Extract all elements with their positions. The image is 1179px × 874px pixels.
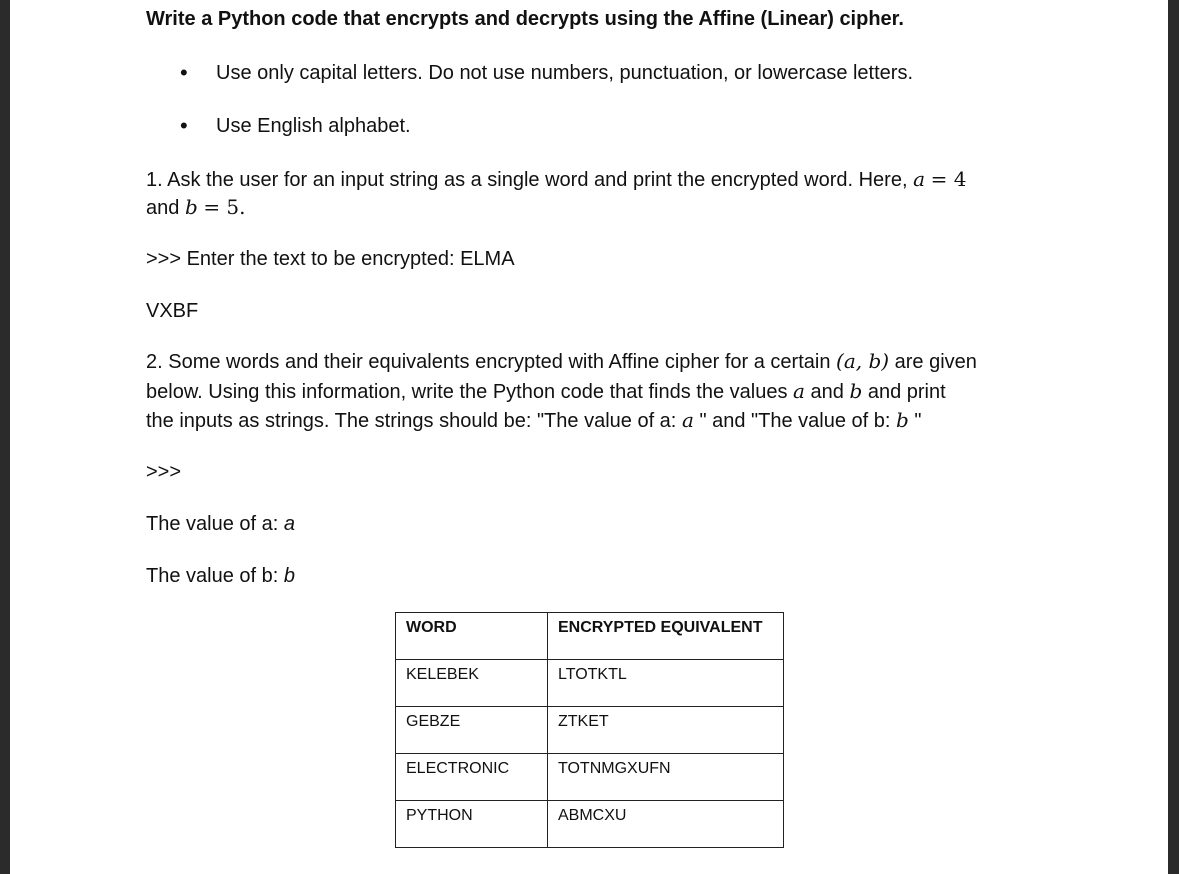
cipher-table — [395, 612, 784, 848]
header-encrypted: ENCRYPTED EQUIVALENT — [548, 613, 784, 660]
cell-encrypted: ABMCXU — [548, 801, 784, 848]
task2-line2: below. Using this information, write the Python code that finds the values a and b and print — [146, 379, 946, 403]
cell-word: GEBZE — [396, 707, 548, 754]
value-b-line: The value of b: b — [146, 565, 295, 587]
prompt-decrypt: >>> — [146, 461, 182, 483]
task2-line1: 2. Some words and their equivalents encrypted with Affine cipher for a certain (a, b) are given — [146, 349, 977, 373]
task1-line2: and b = 5. — [146, 195, 246, 219]
bullet-dot-2: • — [180, 113, 188, 138]
bullet-text-2: Use English alphabet. — [216, 115, 411, 137]
value-a-line: The value of a: a — [146, 513, 295, 535]
table-row — [396, 660, 784, 707]
cell-word: PYTHON — [396, 801, 548, 848]
cell-encrypted: LTOTKTL — [548, 660, 784, 707]
task1-line1: 1. Ask the user for an input string as a single word and print the encrypted word. Here, a = 4 — [146, 167, 967, 191]
table-row — [396, 801, 784, 848]
cell-encrypted: ZTKET — [548, 707, 784, 754]
header-word: WORD — [396, 613, 548, 660]
bullet-text-1: Use only capital letters. Do not use numbers, punctuation, or lowercase letters. — [216, 62, 914, 84]
task2-line3: the inputs as strings. The strings should be: "The value of a: a " and "The value of b: b " — [146, 408, 922, 432]
bullet-dot-1: • — [180, 60, 188, 85]
cell-encrypted: TOTNMGXUFN — [548, 754, 784, 801]
document-page — [10, 0, 1168, 874]
cell-word: ELECTRONIC — [396, 754, 548, 801]
table-row — [396, 707, 784, 754]
cell-word: KELEBEK — [396, 660, 548, 707]
output-encrypted: VXBF — [146, 300, 199, 322]
table-row — [396, 754, 784, 801]
prompt-encrypt: >>> Enter the text to be encrypted: ELMA — [146, 248, 515, 270]
document-title: Write a Python code that encrypts and decrypts using the Affine (Linear) cipher. — [146, 8, 904, 30]
table-header-row — [396, 613, 784, 660]
